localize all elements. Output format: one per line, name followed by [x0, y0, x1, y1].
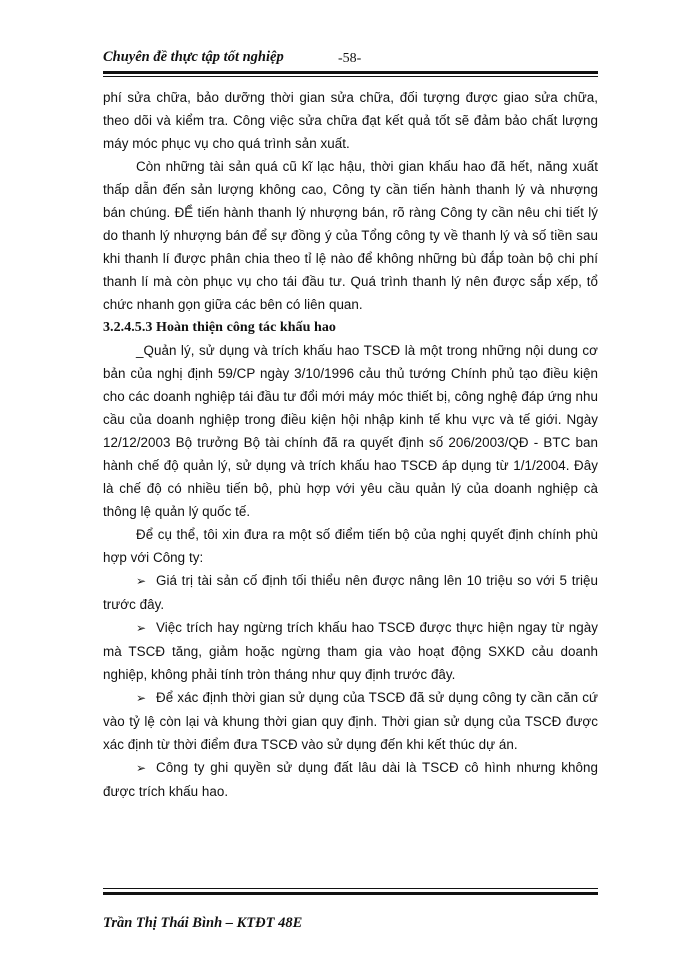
arrow-bullet-icon: ➢ — [136, 761, 147, 775]
page-header — [103, 49, 598, 71]
footer-author: Trần Thị Thái Bình – KTĐT 48E — [103, 915, 303, 931]
header-rule-thick — [103, 71, 598, 74]
arrow-bullet-icon: ➢ — [136, 691, 147, 705]
paragraph: Còn những tài sản quá cũ kĩ lạc hậu, thời gian khấu hao đã hết, năng xuất thấp dẫn đến sản lượng không cao, Công ty cần tiến hành thanh lý và nhượng bán chúng. ĐỂ tiến hành thanh lý nhượng bán, rõ ràng Công ty cần nêu chi tiết lý do thanh lý nhượng bán để sự đồng ý của Tổng công ty về thanh lý và số tiền sau khi thanh lí được phân chia theo tỉ lệ nào để không những bù đắp toàn bộ chi phí thanh lí mà còn phục vụ cho tái đầu tư. Quá trình thanh lý nên được sắp xếp, tổ chức nhanh gọn giữa các bên có liên quan. — [103, 159, 598, 312]
list-item — [103, 686, 598, 756]
list-item-text: Công ty ghi quyền sử dụng đất lâu dài là TSCĐ cô hình nhưng không được trích khấu hao. — [103, 760, 598, 799]
footer-rule-thin — [103, 888, 598, 889]
list-item-text: Để xác định thời gian sử dụng của TSCĐ đã sử dụng công ty cần căn cứ vào tỷ lệ còn lại và khung thời gian quy định. Thời gian sử dụng của TSCĐ được xác định từ thời điểm đưa TSCĐ vào sử dụng đến khi kết thúc dự án. — [103, 690, 598, 752]
page-body — [103, 86, 598, 803]
document-title: Chuyên đề thực tập tốt nghiệp — [103, 49, 284, 65]
arrow-bullet-icon: ➢ — [136, 574, 147, 588]
section-heading: 3.2.4.5.3 Hoàn thiện công tác khấu hao — [103, 320, 336, 335]
paragraph: _Quản lý, sử dụng và trích khấu hao TSCĐ là một trong những nội dung cơ bản của nghị định 59/CP ngày 3/10/1996 cảu thủ tướng Chính phủ tạo điều kiện cho các doanh nghiệp tái đầu tư đổi mới máy móc thiết bị, công nghệ đáp ứng nhu cầu của doanh nghiệp trong điều kiện hội nhập kinh tế khu vực và tế giới. Ngày 12/12/2003 Bộ trưởng Bộ tài chính đã ra quyết định số 206/2003/QĐ - BTC ban hành chế độ quản lý, sử dụng và trích khấu hao TSCĐ áp dụng từ 1/1/2004. Đây là chế độ có nhiều tiến bộ, phù hợp với yêu cầu quản lý của doanh nghiệp cà thông lệ quản lý quốc tế. — [103, 343, 598, 519]
list-item — [103, 756, 598, 803]
header-rule-thin — [103, 76, 598, 77]
list-item-text: Giá trị tài sản cố định tối thiểu nên được nâng lên 10 triệu so với 5 triệu trước đây. — [103, 573, 598, 612]
list-item-text: Việc trích hay ngừng trích khấu hao TSCĐ được thực hiện ngay từ ngày mà TSCĐ tăng, giảm hoặc ngừng tham gia vào hoạt động SXKD cảu doanh nghiệp, không phải tính tròn tháng như quy định trước đây. — [103, 620, 598, 682]
paragraph: Để cụ thể, tôi xin đưa ra một số điểm tiến bộ của nghị quyết định chính phù hợp với Công ty: — [103, 527, 598, 565]
arrow-bullet-icon: ➢ — [136, 621, 147, 635]
paragraph: phí sửa chữa, bảo dưỡng thời gian sửa chữa, đối tượng được giao sửa chữa, theo dõi và kiểm tra. Công việc sửa chữa đạt kết quả tốt sẽ đảm bảo chất lượng máy móc phục vụ cho quá trình sản xuất. — [103, 90, 598, 151]
list-item — [103, 616, 598, 686]
page-number: -58- — [338, 51, 362, 66]
footer-rule-thick — [103, 892, 598, 895]
list-item — [103, 569, 598, 616]
